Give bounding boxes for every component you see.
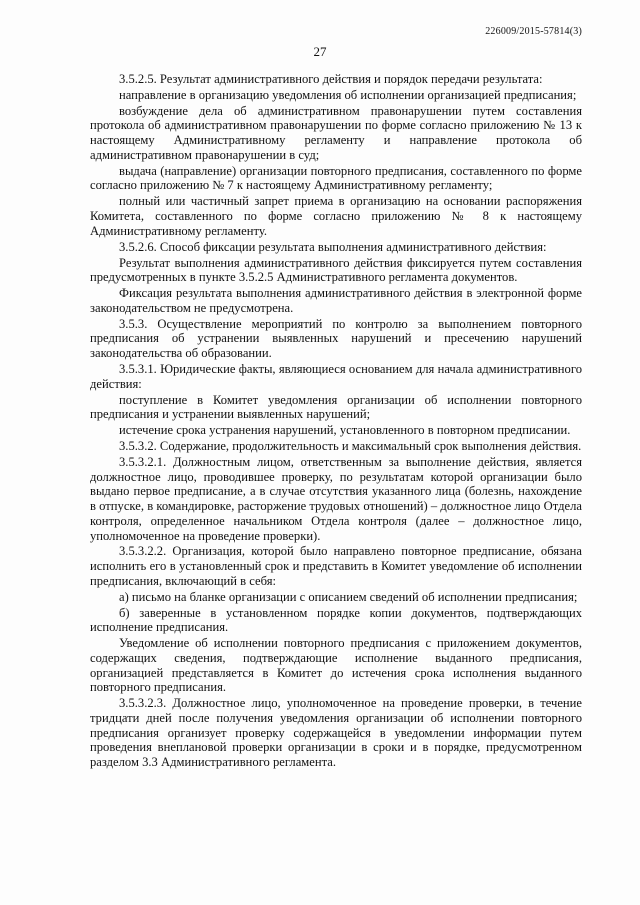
paragraph: возбуждение дела об административном правонарушении путем составления протокола об административном правонарушении по форме согласно приложению № 13 к настоящему Административному регламенту и направление протокола об административном правонарушении в суд; (90, 103, 582, 162)
paragraph: выдача (направление) организации повторного предписания, составленного по форме согласно приложению № 7 к настоящему Административному регламенту; (90, 163, 582, 193)
paragraph: Фиксация результата выполнения административного действия в электронной форме законодательством не предусмотрена. (90, 286, 582, 315)
paragraph: направление в организацию уведомления об исполнении организацией предписания; (119, 87, 577, 102)
paragraph: 3.5.2.6. Способ фиксации результата выполнения административного действия: (119, 239, 547, 254)
paragraph: 3.5.3.2. Содержание, продолжительность и максимальный срок выполнения действия. (119, 439, 582, 454)
paragraph: 3.5.3. Осуществление мероприятий по контролю за выполнением повторного предписания об устранении выявленных нарушений и пресечению нарушений законодательства об образовании. (90, 316, 582, 361)
paragraph: 3.5.3.2.2. Организация, которой было направлено повторное предписание, обязана исполнить его в установленный срок и представить в Комитет уведомление об исполнении предписания, включающий в себя: (90, 544, 582, 588)
paragraph: 3.5.3.1. Юридические факты, являющиеся основанием для начала административного действия: (90, 362, 582, 391)
paragraph: Уведомление об исполнении повторного предписания с приложением документов, содержащих сведения, подтверждающие исполнение выданного предписания, организацией представляется в Комитет до истечения срока исполнения выданного повторного предписания. (90, 636, 582, 695)
paragraph: полный или частичный запрет приема в организацию на основании распоряжения Комитета, составленного по форме согласно приложению № 8 к настоящему Административному регламенту. (90, 194, 582, 238)
paragraph: 3.5.3.2.1. Должностным лицом, ответственным за выполнение действия, является должностное лицо, проводившее проверку, по результатам которой организации было выдано первое предписание, а в случае отсутствия указанного лица (болезнь, нахождение в отпуске, в командировке, расторжение трудовых отношений) – должностное лицо Отдела контроля, определенное начальником Отдела контроля (далее – должностное лицо, уполномоченное на проведение проверки). (90, 455, 582, 543)
paragraph: истечение срока устранения нарушений, установленного в повторном предписании. (119, 423, 571, 438)
paragraph: 3.5.3.2.3. Должностное лицо, уполномоченное на проведение проверки, в течение тридцати дней после получения уведомления организации об исполнении повторного предписания организует проверку содержащейся в уведомлении информации путем проведения внеплановой проверки организации в сроки и в порядке, предусмотренном разделом 3.3 Административного регламента. (90, 696, 582, 770)
paragraph: поступление в Комитет уведомления организации об исполнении повторного предписания и устранении выявленных нарушений; (90, 392, 582, 422)
document-id: 226009/2015-57814(3) (485, 26, 582, 37)
paragraph: 3.5.2.5. Результат административного действия и порядок передачи результата: (119, 72, 543, 86)
document-body (90, 72, 582, 771)
paragraph: б) заверенные в установленном порядке копии документов, подтверждающих исполнение предписания. (90, 605, 582, 635)
paragraph: Результат выполнения административного действия фиксируется путем составления предусмотренных в пункте 3.5.2.5 Административного регламента документов. (90, 255, 582, 285)
page-number: 27 (313, 44, 327, 59)
paragraph: а) письмо на бланке организации с описанием сведений об исполнении предписания; (119, 589, 578, 604)
